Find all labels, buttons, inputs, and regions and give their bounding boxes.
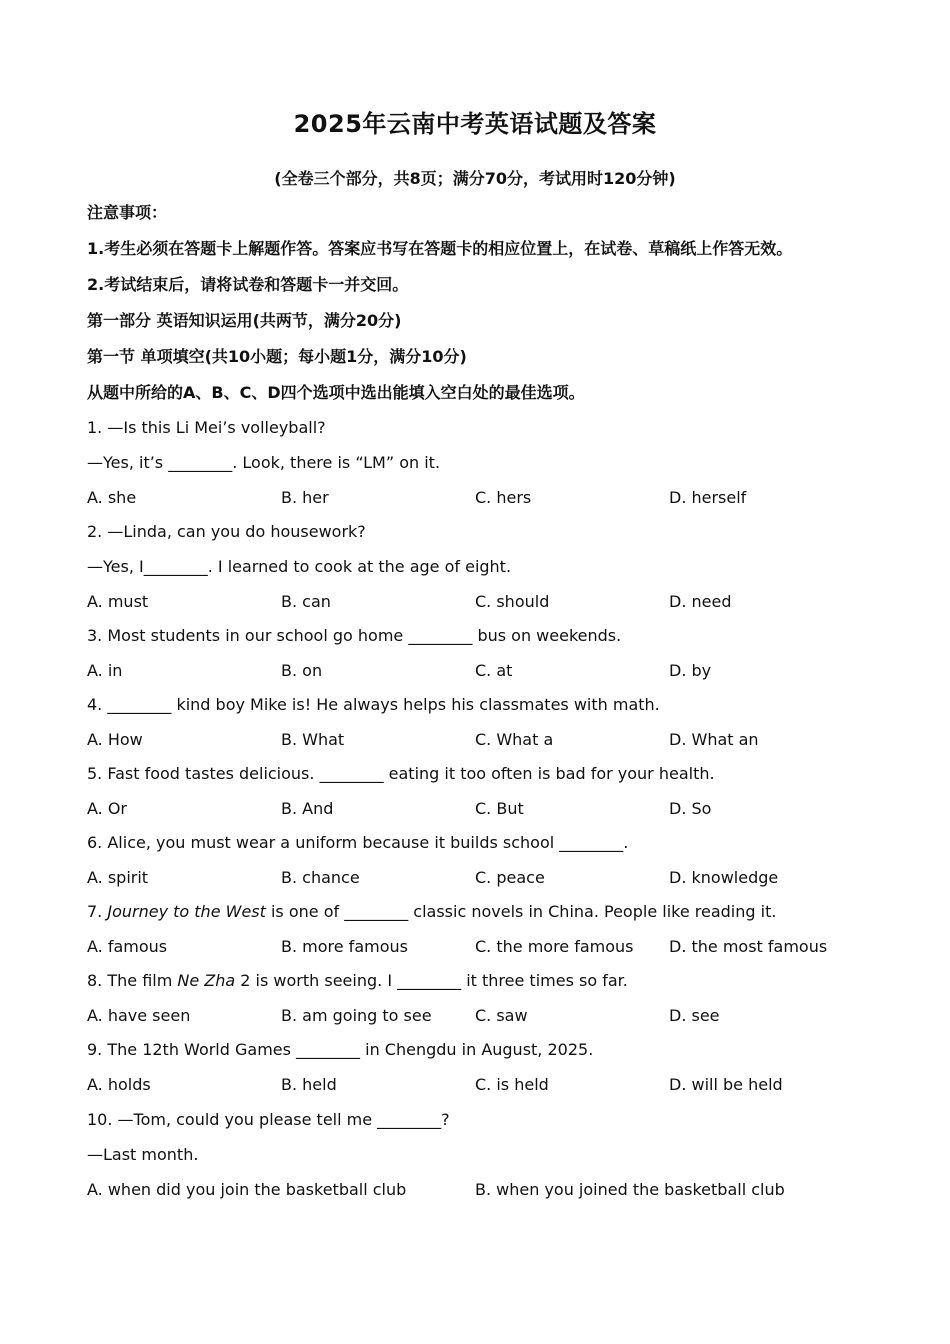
question-7-rest: is one of ________ classic novels in China. People like reading it. — [265, 902, 777, 921]
question-1-option-a: A. she — [87, 488, 137, 507]
question-5-option-b: B. And — [281, 799, 334, 818]
question-4-option-c: C. What a — [475, 730, 554, 749]
section1-instruction: 从题中所给的A、B、C、D四个选项中选出能填入空白处的最佳选项。 — [87, 383, 585, 402]
section1-heading: 第一节 单项填空(共10小题；每小题1分，满分10分) — [87, 347, 467, 366]
question-10-option-b: B. when you joined the basketball club — [475, 1180, 785, 1199]
notice-heading: 注意事项： — [87, 203, 168, 222]
question-7-option-a: A. famous — [87, 937, 168, 956]
question-3-option-b: B. on — [281, 661, 323, 680]
question-4-option-d: D. What an — [669, 730, 759, 749]
question-7-option-b: B. more famous — [281, 937, 408, 956]
question-2-line-1: 2. —Linda, can you do housework? — [87, 522, 366, 541]
question-10-option-a: A. when did you join the basketball club — [87, 1180, 407, 1199]
question-10-line-2: —Last month. — [87, 1145, 199, 1164]
question-1-line-1: 1. —Is this Li Mei’s volleyball? — [87, 418, 326, 437]
question-9-line-1: 9. The 12th World Games ________ in Chengdu in August, 2025. — [87, 1040, 594, 1059]
question-7-option-c: C. the more famous — [475, 937, 634, 956]
question-1-option-d: D. herself — [669, 488, 747, 507]
question-4-line-1: 4. ________ kind boy Mike is! He always helps his classmates with math. — [87, 695, 660, 714]
question-6-line-1: 6. Alice, you must wear a uniform because it builds school ________. — [87, 833, 629, 852]
notice-item-2: 2.考试结束后，请将试卷和答题卡一并交回。 — [87, 275, 409, 294]
question-8-option-d: D. see — [669, 1006, 720, 1025]
page-title: 2025年云南中考英语试题及答案 — [293, 110, 657, 138]
question-8-rest: 2 is worth seeing. I ________ it three times so far. — [235, 971, 628, 990]
question-1-option-b: B. her — [281, 488, 329, 507]
question-9-option-b: B. held — [281, 1075, 337, 1094]
question-3-line-1: 3. Most students in our school go home ________ bus on weekends. — [87, 626, 622, 645]
question-2-option-d: D. need — [669, 592, 732, 611]
question-9-option-d: D. will be held — [669, 1075, 783, 1094]
question-6-option-c: C. peace — [475, 868, 545, 887]
question-2-line-2: —Yes, I________. I learned to cook at the age of eight. — [87, 557, 512, 576]
question-9-option-c: C. is held — [475, 1075, 549, 1094]
question-6-option-a: A. spirit — [87, 868, 149, 887]
part1-heading: 第一部分 英语知识运用(共两节，满分20分) — [87, 311, 402, 330]
question-8-option-a: A. have seen — [87, 1006, 191, 1025]
question-5-line-1: 5. Fast food tastes delicious. ________ eating it too often is bad for your health. — [87, 764, 715, 783]
question-8-line-1 — [87, 971, 628, 991]
question-7-line-1 — [87, 902, 776, 922]
question-5-option-a: A. Or — [87, 799, 128, 818]
question-1-option-c: C. hers — [475, 488, 532, 507]
question-2-option-a: A. must — [87, 592, 149, 611]
question-5-option-d: D. So — [669, 799, 712, 818]
question-8-option-b: B. am going to see — [281, 1006, 432, 1025]
question-1-line-2: —Yes, it’s ________. Look, there is “LM” on it. — [87, 453, 441, 472]
question-8-film-title: Ne Zha — [177, 971, 236, 990]
question-2-option-b: B. can — [281, 592, 331, 611]
question-4-option-a: A. How — [87, 730, 143, 749]
notice-item-1: 1.考生必须在答题卡上解题作答。答案应书写在答题卡的相应位置上，在试卷、草稿纸上作答无效。 — [87, 239, 793, 258]
question-9-option-a: A. holds — [87, 1075, 151, 1094]
question-7-option-d: D. the most famous — [669, 937, 828, 956]
question-8-option-c: C. saw — [475, 1006, 528, 1025]
question-7-number: 7. — [87, 902, 108, 921]
question-10-line-1: 10. —Tom, could you please tell me ________? — [87, 1110, 450, 1129]
question-6-option-b: B. chance — [281, 868, 360, 887]
question-3-option-d: D. by — [669, 661, 712, 680]
question-2-option-c: C. should — [475, 592, 550, 611]
question-8-pre: 8. The film — [87, 971, 178, 990]
question-5-option-c: C. But — [475, 799, 524, 818]
page-subtitle: (全卷三个部分，共8页；满分70分，考试用时120分钟) — [274, 169, 676, 188]
question-4-option-b: B. What — [281, 730, 345, 749]
question-3-option-a: A. in — [87, 661, 123, 680]
question-6-option-d: D. knowledge — [669, 868, 779, 887]
question-3-option-c: C. at — [475, 661, 513, 680]
question-7-book-title: Journey to the West — [107, 902, 266, 921]
